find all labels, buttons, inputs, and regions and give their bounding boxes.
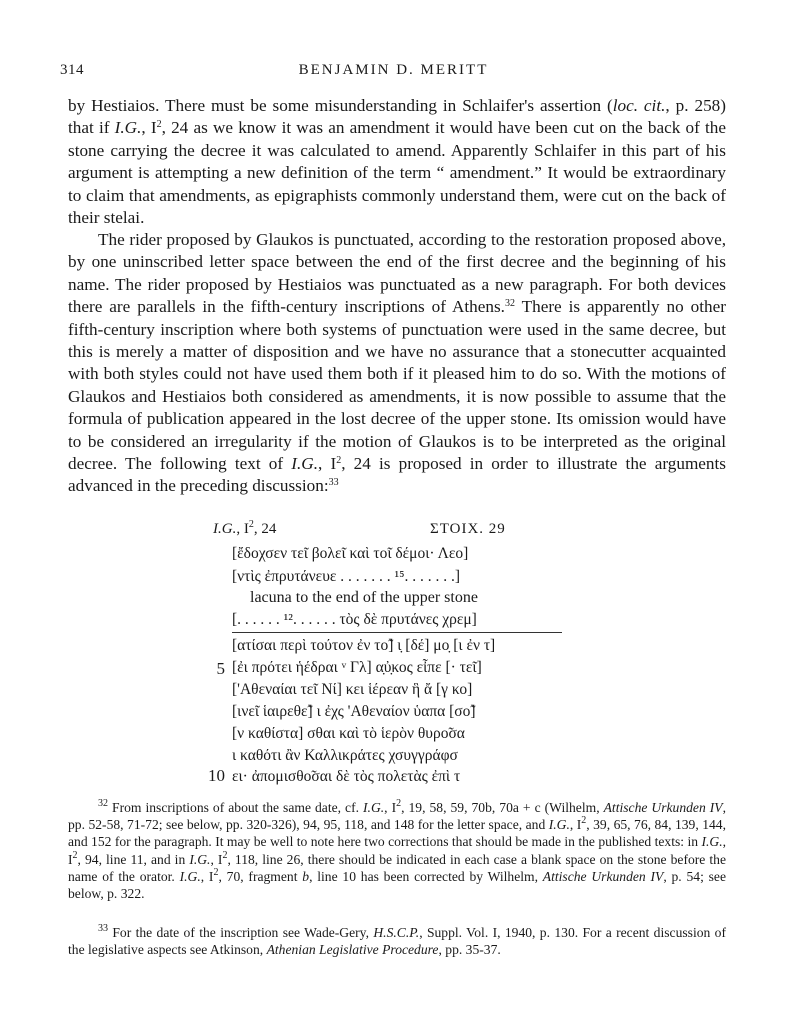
footnote-ref-32[interactable]: 32	[504, 298, 515, 310]
text: , p. 258) that if	[68, 96, 726, 138]
text: , 24 as we know it was an amendment it would have been cut on the back of the stone carrying the decree it was calculated to amend. Apparently Schlaifer in this part of his argument is attempting a new definition of the term “ amendment.” It would be extraordinary to claim that amendments, as epigraphists commonly understand them, were cut on the back of their stelai.	[68, 118, 727, 228]
italic-text: I.G.	[179, 868, 201, 884]
italic-text: I.G.	[701, 834, 723, 850]
line-number-5: 5	[216, 659, 225, 678]
running-head: BENJAMIN D. MERITT	[298, 62, 489, 78]
inscription-line: ['Αθεναίαι τε̃ι Νί] κει ἱέρεαν ἣ ἄ [γ κο]	[232, 681, 473, 698]
text: , I	[210, 851, 223, 867]
text: , I	[141, 118, 157, 138]
lacuna-note: lacuna to the end of the upper stone	[250, 589, 478, 606]
text: , Suppl. Vol. I, 1940, p. 130. For a recent discussion of the legislative aspects see Atkinson,	[68, 925, 727, 958]
footnote-number: 33	[98, 923, 108, 934]
inscription-line: [. . . . . . ¹². . . . . . τὸς δὲ πρυτάνες χρεμ]	[232, 611, 477, 628]
inscription-line: [ν καθίστα] σθαι καὶ τὸ ἱερὸν θυρο̃σα	[232, 725, 465, 742]
text: , 39, 65, 76, 84, 139, 144, and 152 for the paragraph. It may be well to note here two corrections that should be made in the published texts: in	[68, 817, 726, 850]
text: , 24 is proposed in order to illustrate the arguments advanced in the preceding discussion:	[68, 454, 726, 496]
footnote-ref-33[interactable]: 33	[328, 477, 339, 489]
italic-text: I.G.	[213, 521, 237, 537]
text: , I	[68, 834, 727, 867]
text: , I	[318, 454, 337, 474]
superscript: 2	[222, 849, 228, 861]
text: , 118, line 26, there should be indicated in each case a blank space on the stone before the name of the orator.	[68, 851, 727, 884]
superscript: 2	[396, 798, 402, 809]
text: There is apparently no other fifth-century inscription where both systems of punctuation were used in the same decree, but this is merely a matter of disposition and we have no assurance that a stonecutter acquainted with both styles could not have used them both if it pleased him to do so. With the motions of Glaukos and Hestiaios both considered as amendments, it is now possible to assume that the formula of publication appeared in the lost decree of the upper stone. Its omission would have to be considered an irregularity if the motion of Glaukos is to be interpreted as the original decree. The following text of	[68, 297, 726, 474]
page-number: 314	[60, 62, 84, 78]
footnote-number: 32	[98, 798, 108, 809]
inscription-line: [ινε̃ι ἱαιρεθε̃] ι ἐχς 'Αθεναίον ὑαπα [σο̃]	[232, 703, 476, 720]
body-paragraph-2	[68, 229, 726, 498]
italic-text: I.G.	[114, 118, 142, 138]
italic-text: I.G.	[291, 454, 318, 474]
superscript: 2	[72, 849, 78, 861]
inscription-line: [ντὶς ἐπρυτάνευε . . . . . . . ¹⁵. . . . . . .]	[232, 568, 461, 585]
footnote-32	[68, 799, 726, 902]
text: , p. 54; see below, p. 322.	[68, 868, 726, 902]
italic-text: Attische Urkunden IV	[542, 868, 664, 884]
text: From inscriptions of about the same date, cf.	[108, 800, 364, 815]
italic-text: H.S.C.P.	[373, 925, 420, 940]
text: , pp. 35-37.	[438, 942, 501, 958]
text: , I	[384, 800, 397, 815]
superscript: 2	[248, 519, 254, 530]
text: by Hestiaios. There must be some misunderstanding in Schlaifer's assertion (	[68, 96, 613, 115]
footnote-33	[68, 924, 726, 958]
inscription-reference	[213, 521, 276, 538]
text: , 24	[253, 521, 277, 537]
inscription-line: [ατίσαι περὶ τούτον ἐν το̃] ι̣ [δέ] μο̣ [ι ἐν τ]	[232, 637, 496, 654]
italic-text: loc. cit.	[612, 96, 666, 115]
line-number-10: 10	[208, 766, 225, 785]
stone-edge-rule	[232, 632, 562, 633]
inscription-line: ει· ἀπομισθο̃σαι δὲ τὸς πολετὰς ἐπὶ τ	[232, 768, 461, 785]
text: , line 10 has been corrected by Wilhelm,	[309, 868, 543, 884]
italic-text: Attische Urkunden IV	[603, 800, 723, 815]
text: , I	[236, 521, 249, 537]
text: , 19, 58, 59, 70b, 70a + c (Wilhelm,	[401, 800, 604, 815]
superscript: 2	[336, 455, 342, 467]
text: The rider proposed by Glaukos is punctuated, according to the restoration proposed above, by one uninscribed letter space between the end of the first decree and the beginning of his name. The rider proposed by Hestiaios was punctuated as a new paragraph. For both devices there are parallels in the fifth-century inscriptions of Athens.	[68, 230, 726, 317]
superscript: 2	[213, 866, 219, 878]
italic-text: b	[302, 868, 310, 884]
text: , pp. 52-58, 71-72; see below, pp. 320-326), 94, 95, 118, and 148 for the letter space, and	[68, 800, 727, 833]
italic-text: I.G.	[363, 800, 385, 815]
inscription-line: [ἔδοχσεν τε̃ι βολε̃ι καὶ το̃ι δέμοι· Λεο]	[232, 545, 469, 562]
text: For the date of the inscription see Wade-Gery,	[108, 925, 374, 940]
body-paragraph-1	[68, 95, 726, 229]
inscription-line: [ἐι πρότει ἡέδραι ᵛ Γλ] α̣ὐ̣κος εἶπε [· τε̃ι]	[232, 659, 482, 676]
stoichedon-count: ΣΤΟΙΧ. 29	[430, 521, 506, 537]
italic-text: Athenian Legislative Procedure	[266, 942, 439, 958]
italic-text: I.G.	[189, 851, 211, 867]
text: , I	[569, 817, 582, 833]
superscript: 2	[156, 119, 162, 131]
text: , 94, line 11, and in	[77, 851, 190, 867]
inscription-line: ι καθότι ἂν Καλλικράτες χσυγγράφσ	[232, 747, 458, 764]
italic-text: I.G.	[548, 817, 570, 833]
text: , 70, fragment	[218, 868, 303, 884]
superscript: 2	[581, 815, 587, 827]
text: , I	[200, 868, 214, 884]
